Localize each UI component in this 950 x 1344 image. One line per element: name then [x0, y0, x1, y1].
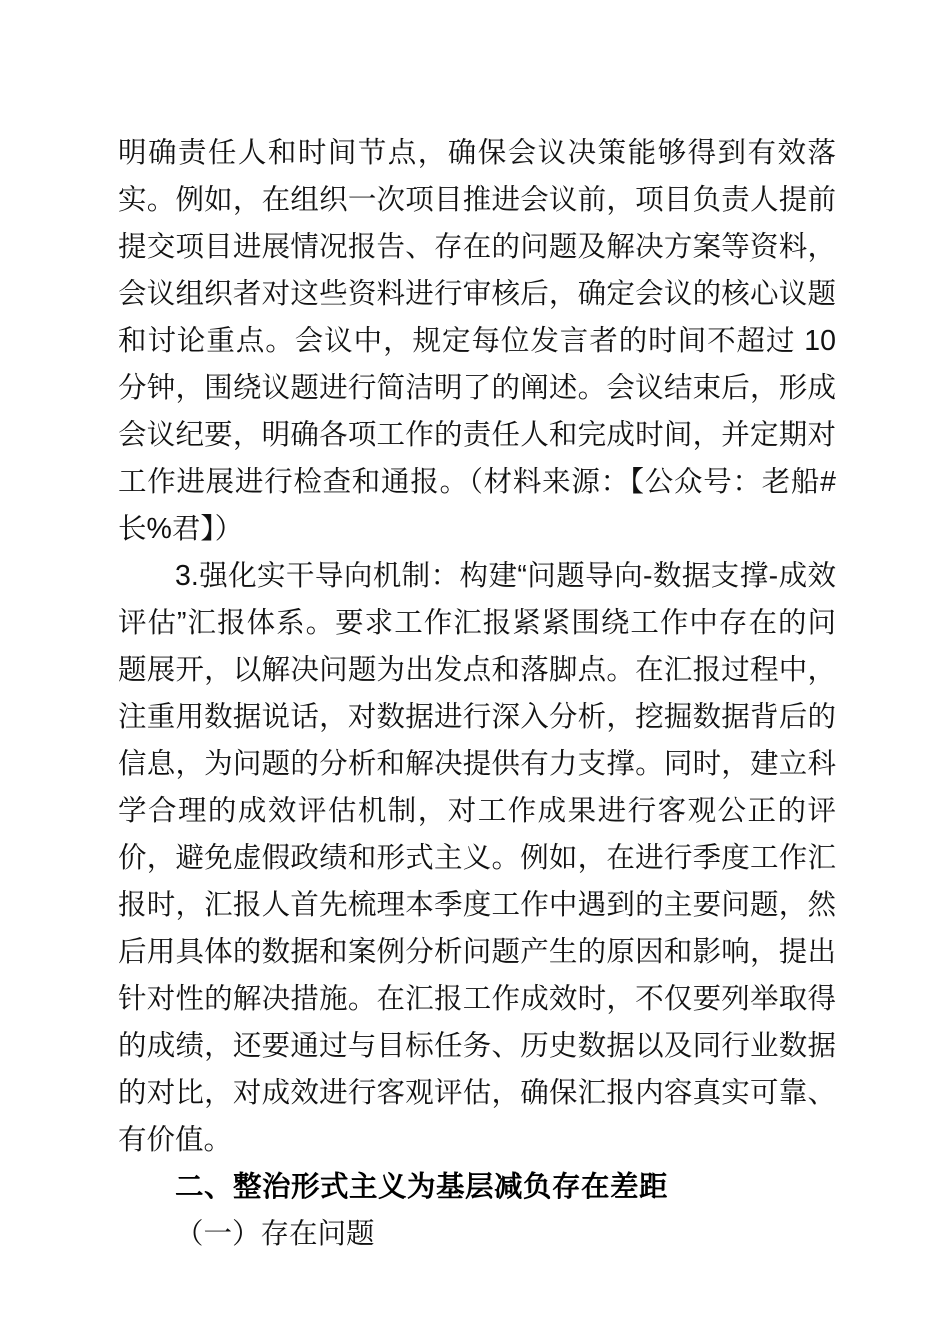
document-body	[118, 130, 836, 1258]
paragraph-item-3-practical-orientation: 3.强化实干导向机制：构建“问题导向-数据支撑-成效评估”汇报体系。要求工作汇报紧紧围绕工作中存在的问题展开，以解决问题为出发点和落脚点。在汇报过程中，注重用数据说话，对数据进行深入分析，挖掘数据背后的信息，为问题的分析和解决提供有力支撑。同时，建立科学合理的成效评估机制，对工作成果进行客观公正的评价，避免虚假政绩和形式主义。例如，在进行季度工作汇报时，汇报人首先梳理本季度工作中遇到的主要问题，然后用具体的数据和案例分析问题产生的原因和影响，提出针对性的解决措施。在汇报工作成效时，不仅要列举取得的成绩，还要通过与目标任务、历史数据以及同行业数据的对比，对成效进行客观评估，确保汇报内容真实可靠、有价值。	[118, 560, 836, 1156]
heading-subsection-existing-problems: （一）存在问题	[175, 1218, 375, 1250]
heading-section-two: 二、整治形式主义为基层减负存在差距	[175, 1171, 669, 1203]
paragraph-meeting-execution: 明确责任人和时间节点，确保会议决策能够得到有效落实。例如，在组织一次项目推进会议前，项目负责人提前提交项目进展情况报告、存在的问题及解决方案等资料，会议组织者对这些资料进行审核后，确定会议的核心议题和讨论重点。会议中，规定每位发言者的时间不超过 10 分钟，围绕议题进行简洁明了的阐述。会议结束后，形成会议纪要，明确各项工作的责任人和完成时间，并定期对工作进展进行检查和通报。（材料来源：【公众号：老船#长%君】）	[118, 137, 836, 545]
